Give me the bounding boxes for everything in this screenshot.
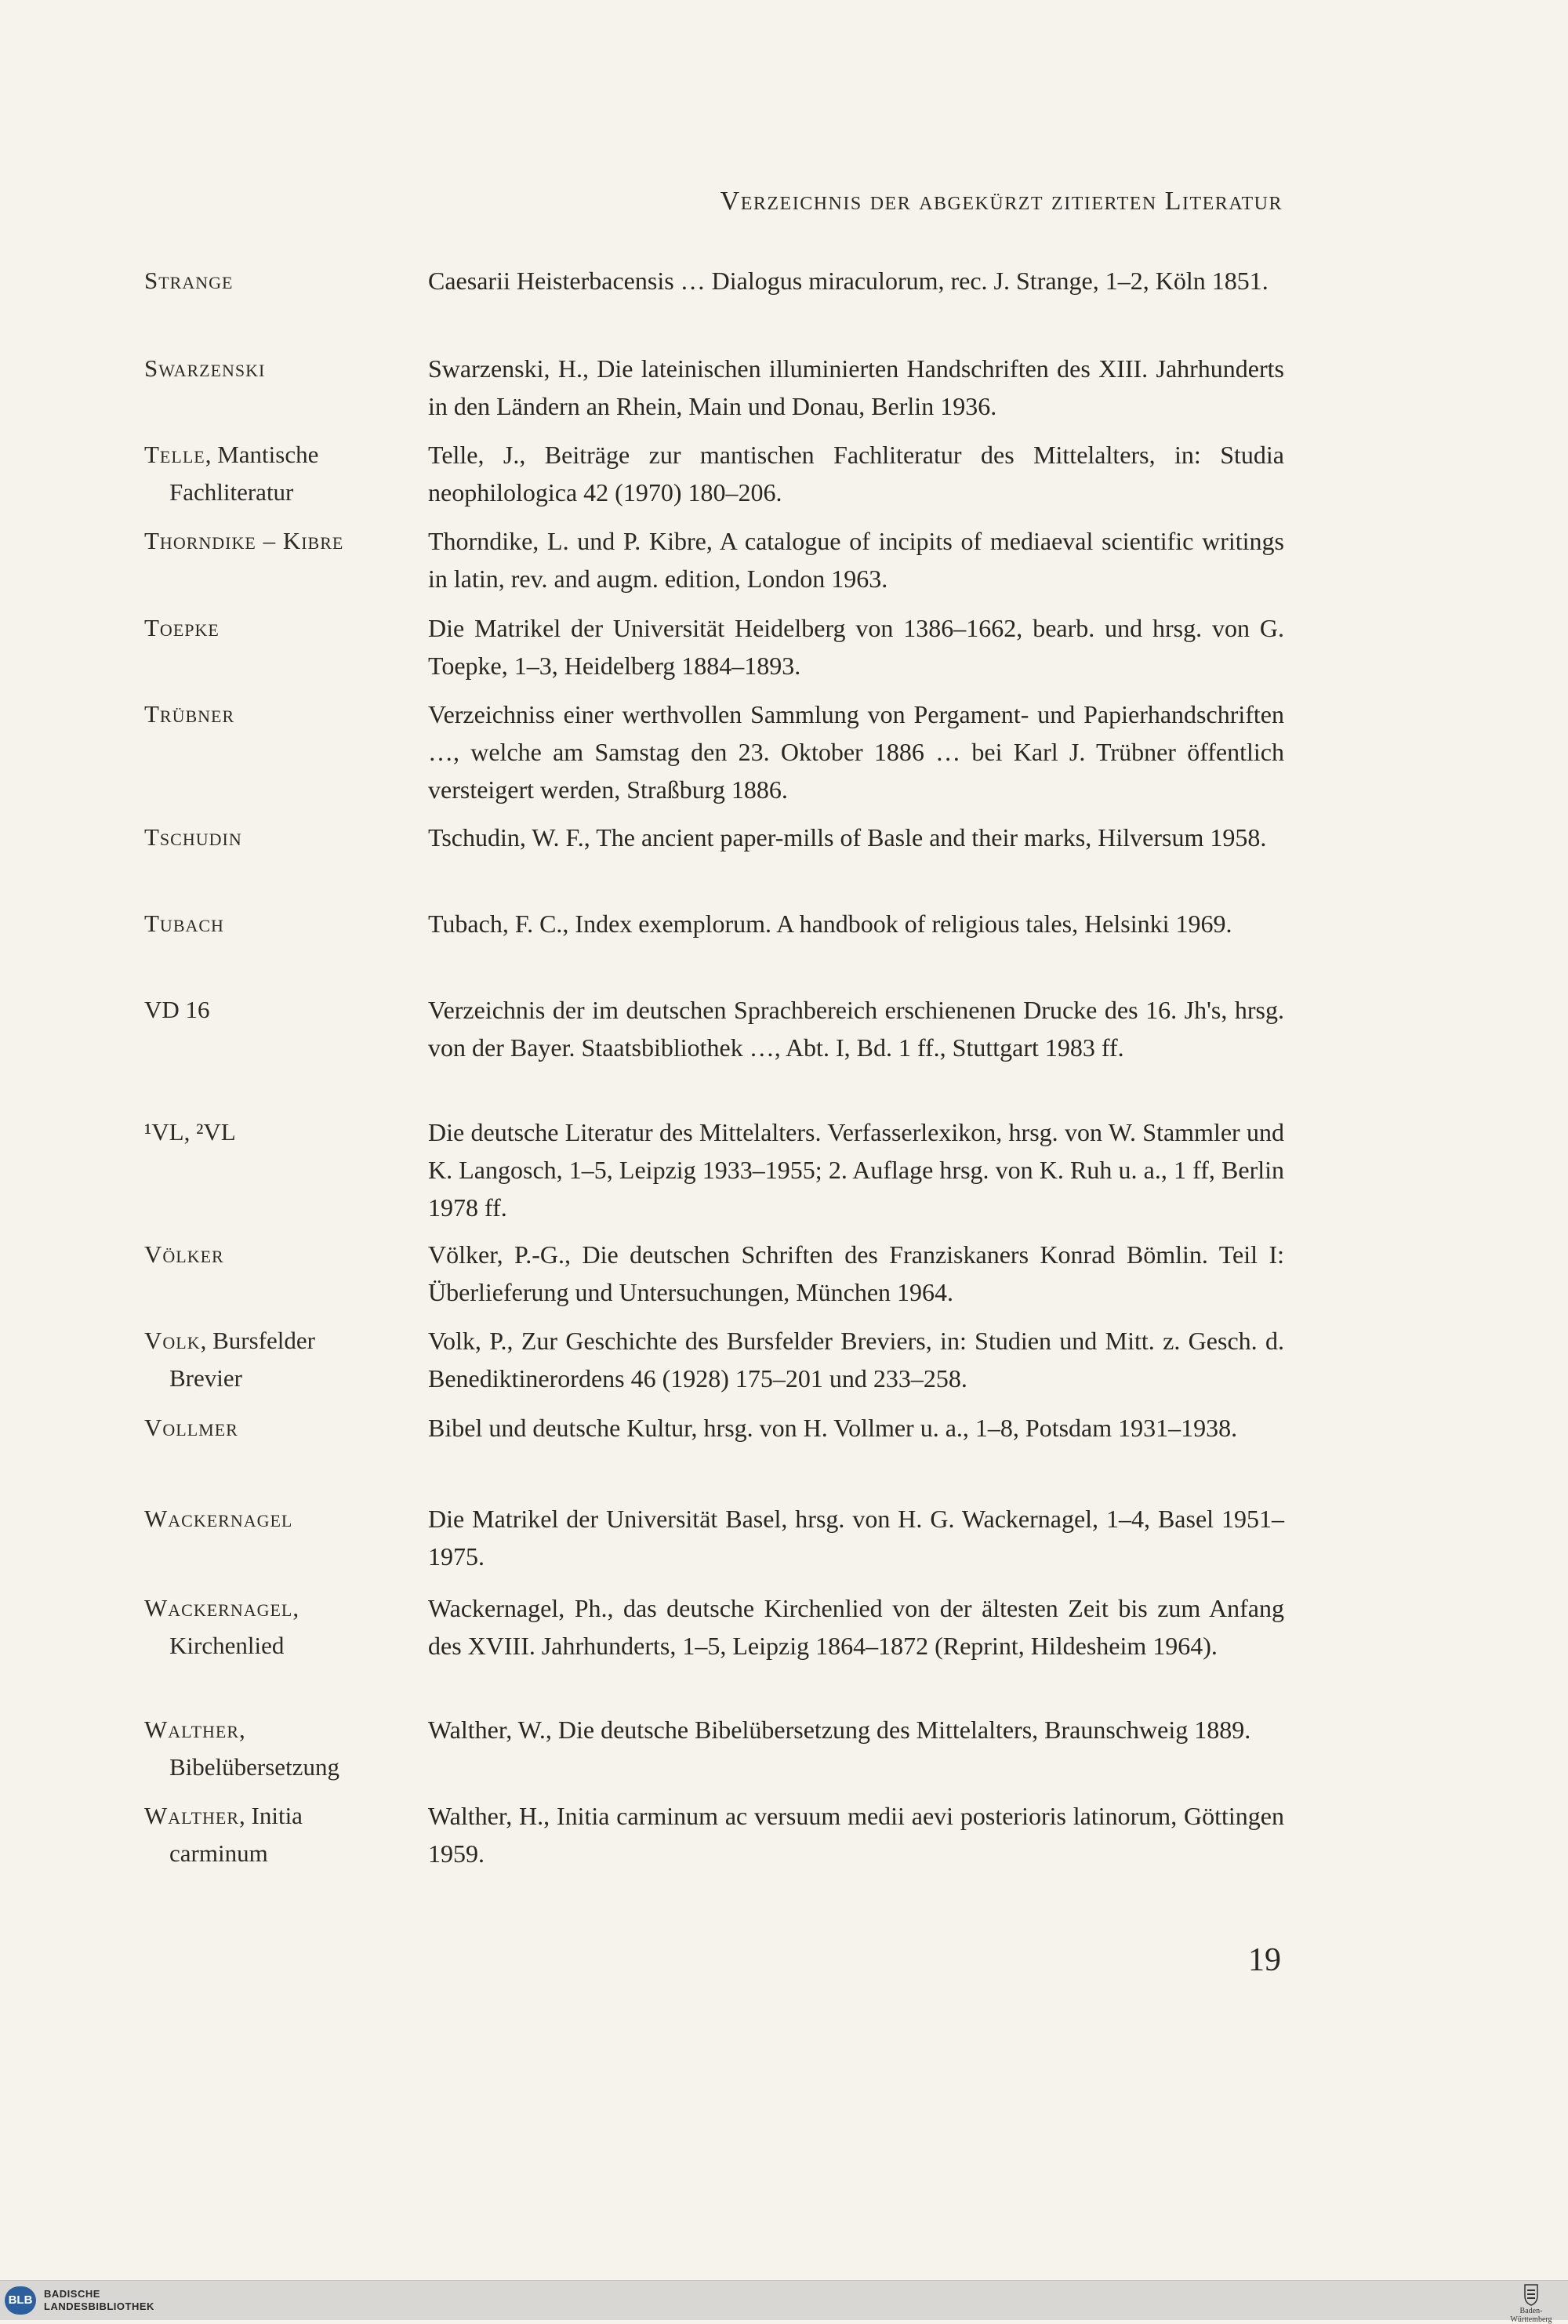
entry-abbreviation: [144, 1236, 403, 1273]
entry-citation: Die Matrikel der Universität Heidelberg von 1386–1662, bearb. und hrsg. von G. Toepke, 1–3, Heidelberg 1884–1893.: [428, 614, 1284, 680]
entry-abbreviation-rest: ¹VL, ²VL: [144, 1118, 236, 1146]
entry-abbreviation: [144, 1500, 403, 1538]
entry-citation: Wackernagel, Ph., das deutsche Kirchenlied von der ältesten Zeit bis zum Anfang des XVIII. Jahrhunderts, 1–5, Leipzig 1864–1872 (Reprint, Hildesheim 1964).: [428, 1594, 1284, 1660]
entry-citation: Swarzenski, H., Die lateinischen illuminierten Handschriften des XIII. Jahrhunderts in den Ländern an Rhein, Main und Donau, Berlin 1936.: [428, 354, 1284, 420]
entry-abbreviation-rest: ,: [239, 1716, 245, 1743]
entry-abbreviation-sc: Tschudin: [144, 823, 242, 851]
entry-citation: Die Matrikel der Universität Basel, hrsg. von H. G. Wackernagel, 1–4, Basel 1951–1975.: [428, 1505, 1284, 1571]
page-number: 19: [1248, 1942, 1281, 1978]
entry-citation: Tubach, F. C., Index exemplorum. A handbook of religious tales, Helsinki 1969.: [428, 910, 1232, 938]
entry-citation: Verzeichnis der im deutschen Sprachbereich erschienenen Drucke des 16. Jh's, hrsg. von der Bayer. Staatsbibliothek …, Abt. I, Bd. 1 ff., Stuttgart 1983 ff.: [428, 996, 1284, 1062]
entry-abbreviation: [144, 350, 403, 387]
entry-citation: Walther, H., Initia carminum ac versuum medii aevi posterioris latinorum, Göttingen 1959.: [428, 1802, 1284, 1868]
entry-abbreviation: [144, 1711, 403, 1786]
entry-abbreviation: [144, 436, 403, 511]
entry-citation: Thorndike, L. und P. Kibre, A catalogue of incipits of mediaeval scientific writings in latin, rev. and augm. edition, London 1963.: [428, 527, 1284, 593]
entry-abbreviation-sc: Walther: [144, 1802, 240, 1829]
entry-abbreviation: [144, 1322, 403, 1397]
entry-abbreviation: [144, 1589, 403, 1665]
running-header: Verzeichnis der abgekürzt zitierten Literatur: [720, 187, 1283, 216]
entry-abbreviation: [144, 905, 403, 942]
entry-abbreviation-continuation: Kirchenlied: [169, 1632, 285, 1659]
entry-abbreviation-sc: Vollmer: [144, 1414, 238, 1441]
entry-citation: Walther, W., Die deutsche Bibelübersetzung des Mittelalters, Braunschweig 1889.: [428, 1716, 1251, 1744]
entry-abbreviation: [144, 262, 403, 300]
entry-abbreviation-continuation: Fachliteratur: [169, 478, 294, 506]
entry-abbreviation: [144, 695, 403, 733]
library-name: [44, 2288, 154, 2313]
entry-abbreviation-sc: Strange: [144, 267, 234, 294]
library-name-line2: LANDESBIBLIOTHEK: [44, 2300, 154, 2312]
entry-abbreviation-sc: Volk: [144, 1327, 201, 1354]
entry-citation: Bibel und deutsche Kultur, hrsg. von H. Vollmer u. a., 1–8, Potsdam 1931–1938.: [428, 1414, 1238, 1442]
entry-abbreviation-sc: Wackernagel: [144, 1594, 293, 1621]
entry-abbreviation-continuation: carminum: [169, 1839, 268, 1867]
entry-abbreviation: [144, 609, 403, 647]
entry-citation: Telle, J., Beiträge zur mantischen Fachliteratur des Mittelalters, in: Studia neophilologica 42 (1970) 180–206.: [428, 441, 1284, 507]
entry-abbreviation-sc: Wackernagel: [144, 1505, 293, 1532]
library-name-line1: BADISCHE: [44, 2288, 100, 2300]
footer-bar: [0, 2280, 1568, 2324]
entry-abbreviation: [144, 1797, 403, 1872]
entry-abbreviation-sc: Telle: [144, 441, 205, 468]
blb-logo-icon: BLB: [5, 2286, 36, 2315]
entry-abbreviation: [144, 1409, 403, 1447]
entry-citation: Caesarii Heisterbacensis … Dialogus miraculorum, rec. J. Strange, 1–2, Köln 1851.: [428, 267, 1269, 295]
entry-abbreviation-rest: , Bursfelder: [200, 1327, 315, 1354]
entry-abbreviation-sc: Swarzenski: [144, 354, 266, 382]
entry-abbreviation: [144, 991, 403, 1029]
entry-citation: Die deutsche Literatur des Mittelalters. Verfasserlexikon, hrsg. von W. Stammler und K. Langosch, 1–5, Leipzig 1933–1955; 2. Auflage hrsg. von K. Ruh u. a., 1 ff, Berlin 1978 ff.: [428, 1118, 1284, 1222]
entry-abbreviation-continuation: Brevier: [169, 1364, 242, 1392]
entry-abbreviation: [144, 1113, 403, 1151]
entry-abbreviation-sc: Trübner: [144, 700, 235, 728]
entry-abbreviation-rest: , Mantische: [205, 441, 319, 468]
baden-wuerttemberg-logo: [1504, 2283, 1559, 2324]
entry-abbreviation-sc: Toepke: [144, 614, 220, 641]
entry-citation: Volk, P., Zur Geschichte des Bursfelder Breviers, in: Studien und Mitt. z. Gesch. d. Benediktinerordens 46 (1928) 175–201 und 233–258.: [428, 1327, 1284, 1393]
entry-abbreviation-rest: VD 16: [144, 996, 210, 1023]
entry-abbreviation: [144, 819, 403, 856]
entry-abbreviation-rest: ,: [292, 1594, 299, 1621]
coat-of-arms-icon: [1523, 2283, 1540, 2307]
entry-abbreviation: [144, 522, 403, 560]
entry-abbreviation-sc: Thorndike – Kibre: [144, 527, 344, 554]
entry-abbreviation-continuation: Bibelübersetzung: [169, 1753, 339, 1781]
entry-abbreviation-sc: Tubach: [144, 910, 224, 937]
entry-citation: Tschudin, W. F., The ancient paper-mills of Basle and their marks, Hilversum 1958.: [428, 823, 1267, 852]
entry-abbreviation-rest: , Initia: [239, 1802, 303, 1829]
entry-abbreviation-sc: Völker: [144, 1240, 224, 1268]
entry-citation: Völker, P.-G., Die deutschen Schriften des Franziskaners Konrad Bömlin. Teil I: Überlieferung und Untersuchungen, München 1964.: [428, 1240, 1284, 1306]
entry-citation: Verzeichniss einer werthvollen Sammlung von Pergament- und Papierhandschriften …, welche am Samstag den 23. Oktober 1886 … bei Karl J. Trübner öffentlich versteigert werden, Straßburg 1886.: [428, 700, 1284, 804]
baden-wuerttemberg-label: Baden-Württemberg: [1510, 2307, 1552, 2324]
entry-abbreviation-sc: Walther: [144, 1716, 240, 1743]
